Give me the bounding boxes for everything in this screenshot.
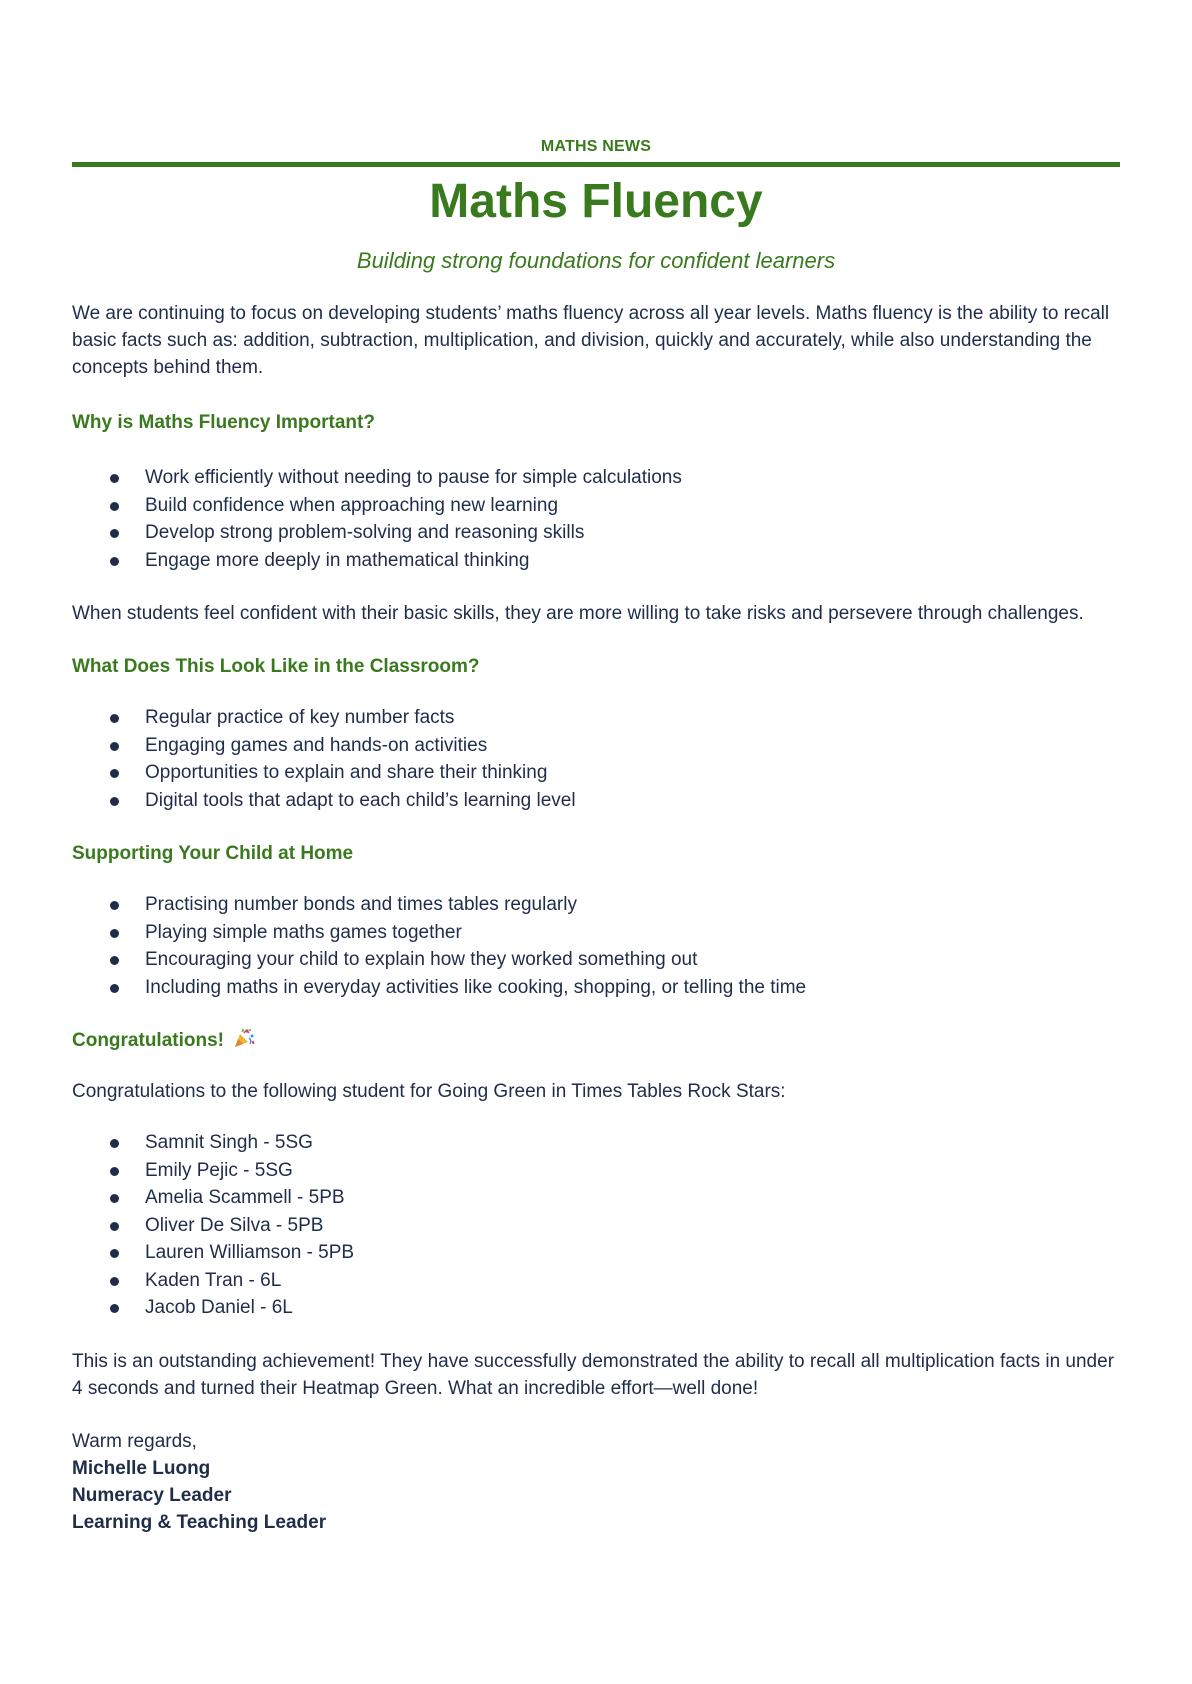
bullet-icon [110,1167,119,1176]
why-list [72,464,1120,574]
article-body [72,300,1120,1536]
bullet-icon [110,1304,119,1313]
page-subtitle: Building strong foundations for confident learners [356,248,836,273]
bullet-icon [110,474,119,483]
congrats-heading: Congratulations! [72,1027,1120,1054]
list-item: Encouraging your child to explain how they worked something out [72,946,1120,974]
why-heading: Why is Maths Fluency Important? [72,412,375,433]
section-kicker: MATHS NEWS [540,138,652,155]
bullet-icon [110,502,119,511]
list-item: Jacob Daniel - 6L [72,1294,1120,1322]
signoff-greeting: Warm regards, [72,1430,197,1452]
bullet-icon [110,956,119,965]
list-item: Engage more deeply in mathematical thinking [72,547,1120,575]
party-popper-icon [233,1027,255,1049]
why-after-paragraph: When students feel confident with their basic skills, they are more willing to take risks and persevere through challenges. [72,603,1084,624]
list-item: Samnit Singh - 5SG [72,1129,1120,1157]
home-list [72,891,1120,1001]
header-divider [72,162,1120,167]
list-item: Work efficiently without needing to pause for simple calculations [72,464,1120,492]
signoff-role-learning: Learning & Teaching Leader [72,1511,327,1533]
list-item: Kaden Tran - 6L [72,1267,1120,1295]
bullet-icon [110,1277,119,1286]
students-list [72,1129,1120,1322]
list-item: Opportunities to explain and share their thinking [72,759,1120,787]
list-item: Build confidence when approaching new learning [72,492,1120,520]
signoff-name: Michelle Luong [72,1457,211,1479]
bullet-icon [110,742,119,751]
bullet-icon [110,929,119,938]
bullet-icon [110,769,119,778]
list-item: Including maths in everyday activities like cooking, shopping, or telling the time [72,974,1120,1002]
bullet-icon [110,529,119,538]
bullet-icon [110,984,119,993]
list-item: Amelia Scammell - 5PB [72,1184,1120,1212]
bullet-icon [110,557,119,566]
list-item: Emily Pejic - 5SG [72,1157,1120,1185]
bullet-icon [110,1222,119,1231]
intro-paragraph: We are continuing to focus on developing students’ maths fluency across all year levels. Maths fluency is the ability to recall basic facts such as: addition, subtraction, multiplication, and division, quickly and accurately, while also understanding the concepts behind them. [72,303,1110,378]
bullet-icon [110,1139,119,1148]
classroom-list [72,704,1120,814]
bullet-icon [110,797,119,806]
list-item: Lauren Williamson - 5PB [72,1239,1120,1267]
bullet-icon [110,1194,119,1203]
page-title: Maths Fluency [429,175,763,228]
bullet-icon [110,901,119,910]
congrats-intro: Congratulations to the following student for Going Green in Times Tables Rock Stars: [72,1081,786,1102]
home-heading: Supporting Your Child at Home [72,843,354,864]
list-item: Regular practice of key number facts [72,704,1120,732]
list-item: Develop strong problem-solving and reasoning skills [72,519,1120,547]
congrats-closing: This is an outstanding achievement! They have successfully demonstrated the ability to recall all multiplication facts in under 4 seconds and turned their Heatmap Green. What an incredible effort—well done! [72,1350,1115,1399]
list-item: Engaging games and hands-on activities [72,732,1120,760]
list-item: Playing simple maths games together [72,919,1120,947]
bullet-icon [110,1249,119,1258]
list-item: Oliver De Silva - 5PB [72,1212,1120,1240]
classroom-heading: What Does This Look Like in the Classroom? [72,656,480,677]
signoff-role-numeracy: Numeracy Leader [72,1484,232,1506]
bullet-icon [110,714,119,723]
list-item: Digital tools that adapt to each child’s learning level [72,787,1120,815]
list-item: Practising number bonds and times tables regularly [72,891,1120,919]
